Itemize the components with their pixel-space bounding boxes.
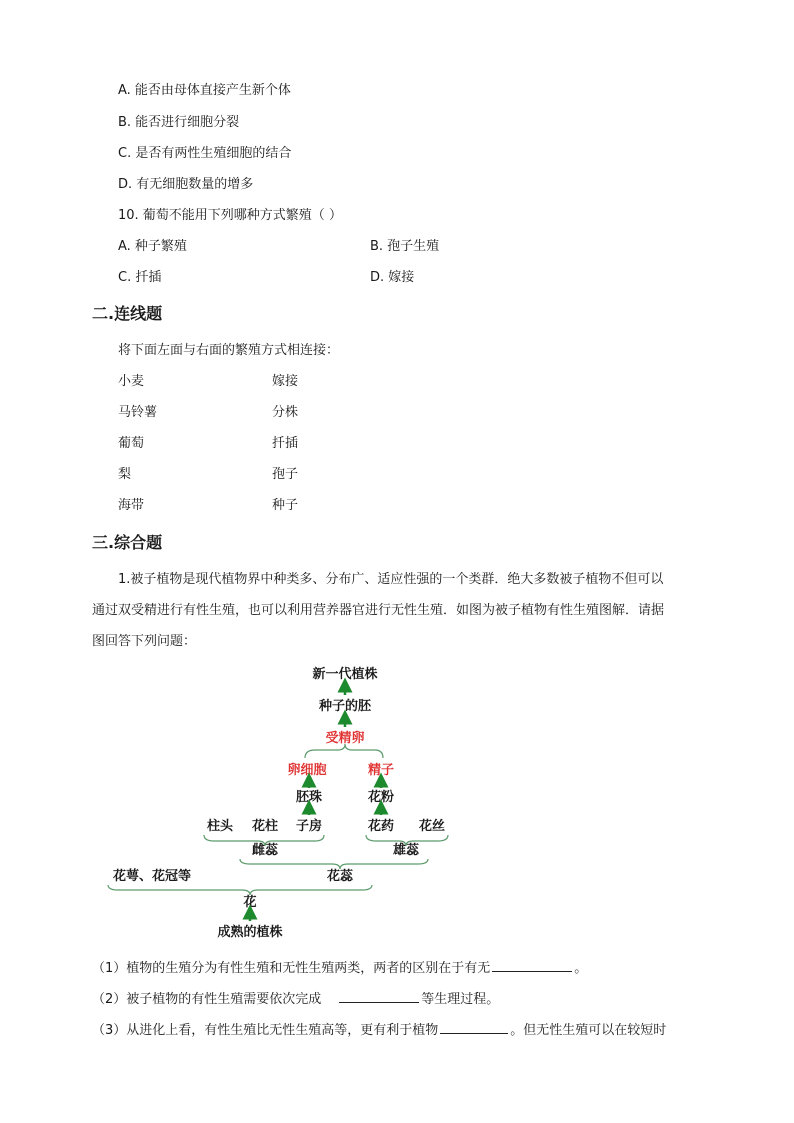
match-right-item: 嫁接 [272,374,299,389]
match-left-item: 马铃薯 [118,405,158,420]
question-1-after: 。 [574,961,588,976]
section-3-paragraph-line: 通过双受精进行有性生殖，也可以利用营养器官进行无性生殖．如图为被子植物有性生殖图解．请据 [92,603,665,618]
section-3-paragraph-line: 1.被子植物是现代植物界中种类多、分布广、适应性强的一个类群．绝大多数被子植物不但可以 [118,572,664,587]
match-right-item: 扦插 [272,436,299,451]
label-stigma: 柱头 [206,819,234,834]
label-egg-cell: 卵细胞 [287,763,327,778]
label-ovary: 子房 [295,819,323,834]
label-anther: 花药 [367,819,395,834]
q9-option-c: C. 是否有两性生殖细胞的结合 [118,146,292,161]
question-2 [92,988,499,1009]
label-mature-plant: 成熟的植株 [217,925,283,940]
bracket-fertilization [305,744,383,758]
question-3-after: 。但无性生殖可以在较短时 [510,1023,667,1038]
section-3-paragraph-line: 图回答下列问题： [92,634,197,649]
question-1-text: （1）植物的生殖分为有性生殖和无性生殖两类，两者的区别在于有无 [92,961,491,976]
section-2-title: 二.连线题 [92,304,163,323]
match-right-item: 种子 [272,498,299,513]
label-seed-embryo: 种子的胚 [318,699,372,714]
label-pistil: 雌蕊 [251,843,279,858]
label-new-plant: 新一代植株 [312,667,378,682]
match-left-item: 梨 [118,467,132,482]
label-ovule: 胚珠 [295,790,323,805]
label-sepal-petal: 花萼、花冠等 [112,869,192,884]
match-left-item: 小麦 [118,374,145,389]
match-right-item: 分株 [272,405,299,420]
question-3-text: （3）从进化上看，有性生殖比无性生殖高等，更有利于植物 [92,1023,439,1038]
section-3-title: 三.综合题 [92,533,163,552]
bracket-flower-core [240,859,428,869]
q10-option-d: D. 嫁接 [370,270,415,285]
question-1 [92,957,587,978]
label-sperm: 精子 [367,763,395,778]
label-pollen: 花粉 [367,790,395,805]
q10-stem: 10. 葡萄不能用下列哪种方式繁殖（ ） [118,208,342,223]
match-right-item: 孢子 [272,467,299,482]
label-zygote: 受精卵 [325,731,365,746]
q10-option-c: C. 扦插 [118,270,162,285]
section-2-instruction: 将下面左面与右面的繁殖方式相连接： [118,343,340,358]
question-3 [92,1019,666,1040]
label-style: 花柱 [251,819,279,834]
label-flower: 花 [243,895,257,910]
q10-option-a: A. 种子繁殖 [118,239,187,254]
answer-blank-3[interactable] [440,1019,508,1034]
q9-option-b: B. 能否进行细胞分裂 [118,115,240,130]
q9-option-a: A. 能否由母体直接产生新个体 [118,83,291,98]
question-2-after: 等生理过程。 [421,992,500,1007]
reproduction-diagram [100,658,480,948]
bracket-flower [108,885,372,895]
match-left-item: 葡萄 [118,436,145,451]
answer-blank-2[interactable] [339,988,419,1003]
q9-option-d: D. 有无细胞数量的增多 [118,177,254,192]
match-left-item: 海带 [118,498,145,513]
question-2-text: （2）被子植物的有性生殖需要依次完成 [92,992,322,1007]
label-filament: 花丝 [418,819,446,834]
answer-blank-1[interactable] [492,957,572,972]
label-stamen: 雄蕊 [392,843,420,858]
label-stamen-pistil: 花蕊 [326,869,354,884]
q10-option-b: B. 孢子生殖 [370,239,440,254]
